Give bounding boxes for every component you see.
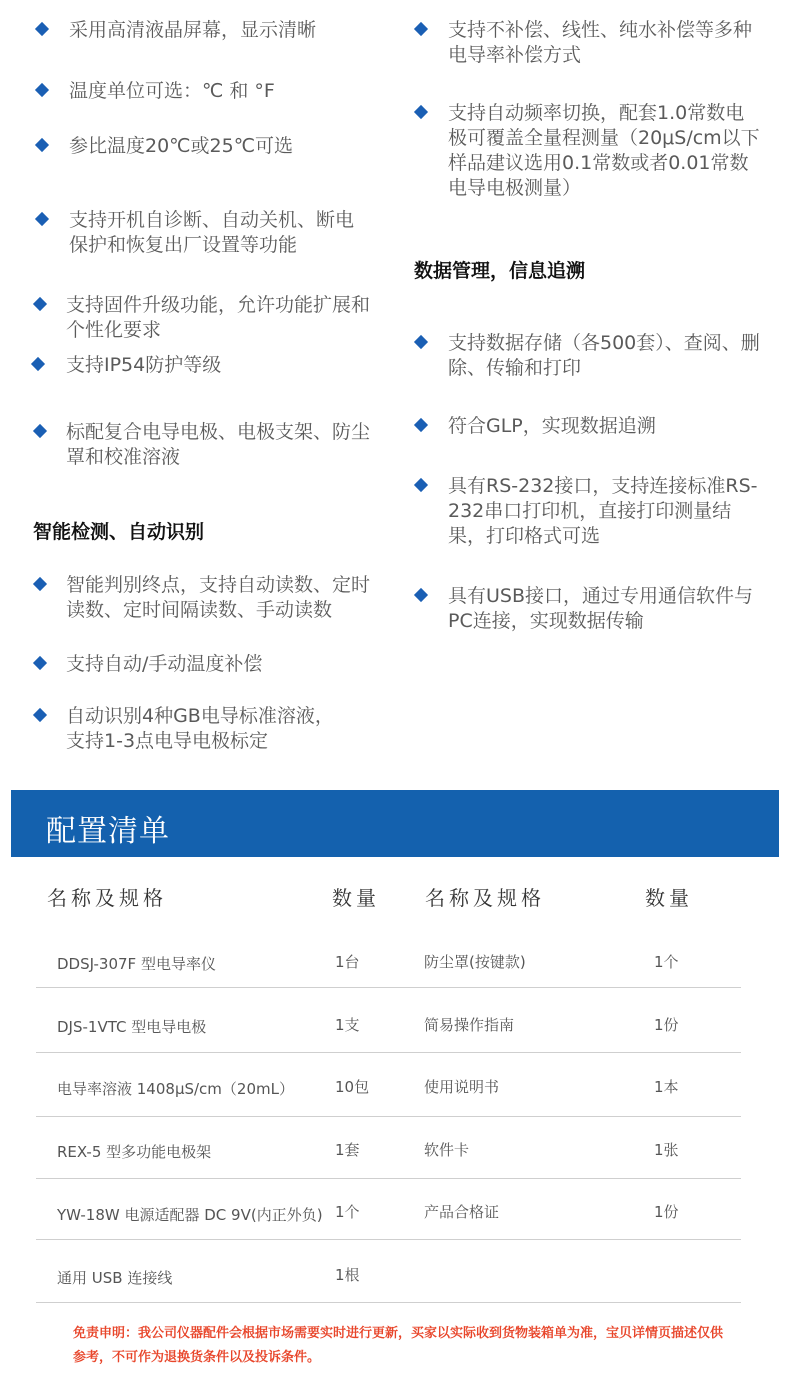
item-name: 产品合格证 — [424, 1203, 500, 1221]
diamond-bullet-icon — [31, 357, 45, 371]
item-qty: 1本 — [654, 1078, 679, 1096]
diamond-bullet-icon — [414, 335, 428, 349]
feature-item — [413, 101, 763, 201]
item-qty: 1个 — [335, 1203, 360, 1221]
col-header-name-right: 名称及规格 — [425, 886, 545, 910]
col-header-qty-left: 数量 — [332, 886, 380, 910]
feature-item — [32, 293, 370, 343]
feature-text: 具有RS-232接口，支持连接标准RS-232串口打印机，直接打印测量结果，打印格式可选 — [448, 475, 758, 547]
diamond-bullet-icon — [33, 424, 47, 438]
item-qty: 1根 — [335, 1266, 360, 1284]
feature-item — [32, 704, 352, 754]
section-title-smart: 智能检测、自动识别 — [33, 521, 205, 543]
row-divider — [36, 1052, 741, 1053]
feature-item — [32, 652, 370, 677]
row-divider — [36, 1302, 741, 1303]
item-name: 电导率溶液 1408μS/cm（20mL） — [57, 1080, 294, 1098]
feature-item — [34, 134, 354, 159]
item-name: 防尘罩(按键款) — [424, 953, 526, 971]
row-divider — [36, 1116, 741, 1117]
feature-item — [34, 18, 354, 43]
diamond-bullet-icon — [33, 656, 47, 670]
item-name: REX-5 型多功能电极架 — [57, 1143, 212, 1161]
feature-item — [413, 414, 763, 439]
feature-text: 具有USB接口，通过专用通信软件与PC连接，实现数据传输 — [448, 585, 754, 632]
feature-text: 标配复合电导电极、电极支架、防尘罩和校准溶液 — [66, 421, 371, 468]
feature-item — [30, 353, 350, 378]
col-header-name-left: 名称及规格 — [47, 886, 167, 910]
diamond-bullet-icon — [414, 22, 428, 36]
diamond-bullet-icon — [414, 588, 428, 602]
feature-item — [413, 584, 771, 634]
row-divider — [36, 1178, 741, 1179]
diamond-bullet-icon — [414, 105, 428, 119]
item-name: YW-18W 电源适配器 DC 9V(内正外负) — [57, 1206, 323, 1224]
col-header-qty-right: 数量 — [645, 886, 693, 910]
item-qty: 1台 — [335, 953, 360, 971]
feature-item — [34, 208, 362, 258]
diamond-bullet-icon — [33, 708, 47, 722]
diamond-bullet-icon — [414, 478, 428, 492]
item-qty: 1份 — [654, 1203, 679, 1221]
feature-item — [413, 18, 758, 68]
item-name: DJS-1VTC 型电导电极 — [57, 1018, 207, 1036]
diamond-bullet-icon — [35, 212, 49, 226]
item-qty: 1份 — [654, 1016, 679, 1034]
row-divider — [36, 1239, 741, 1240]
feature-text: 符合GLP，实现数据追溯 — [448, 415, 656, 437]
feature-item — [32, 420, 370, 470]
item-qty: 10包 — [335, 1078, 370, 1096]
item-qty: 1个 — [654, 953, 679, 971]
feature-text: 自动识别4种GB电导标准溶液，支持1-3点电导电极标定 — [66, 705, 334, 752]
feature-text: 支持开机自诊断、自动关机、断电保护和恢复出厂设置等功能 — [69, 209, 355, 256]
item-qty: 1张 — [654, 1141, 679, 1159]
feature-item — [32, 573, 370, 623]
feature-text: 支持自动频率切换，配套1.0常数电极可覆盖全量程测量（20μS/cm以下样品建议选用0.1常数或者0.01常数电导电极测量） — [448, 102, 760, 199]
item-qty: 1套 — [335, 1141, 360, 1159]
config-banner — [11, 790, 779, 857]
item-qty: 1支 — [335, 1016, 360, 1034]
row-divider — [36, 987, 741, 988]
item-name: 简易操作指南 — [424, 1016, 515, 1034]
disclaimer-text: 免责申明：我公司仪器配件会根据市场需要实时进行更新，买家以实际收到货物装箱单为准，宝贝详情页描述仅供参考，不可作为退换货条件以及投诉条件。 — [73, 1326, 724, 1365]
feature-text: 支持数据存储（各500套）、查阅、删除、传输和打印 — [448, 332, 760, 379]
diamond-bullet-icon — [33, 297, 47, 311]
item-name: DDSJ-307F 型电导率仪 — [57, 955, 216, 973]
diamond-bullet-icon — [35, 138, 49, 152]
feature-text: 智能判别终点，支持自动读数、定时读数、定时间隔读数、手动读数 — [66, 574, 371, 621]
item-name: 使用说明书 — [424, 1078, 500, 1096]
diamond-bullet-icon — [35, 83, 49, 97]
item-name: 通用 USB 连接线 — [57, 1269, 173, 1287]
feature-text: 支持不补偿、线性、纯水补偿等多种电导率补偿方式 — [448, 19, 753, 66]
section-title-data: 数据管理，信息追溯 — [414, 260, 586, 282]
feature-text: 参比温度20℃或25℃可选 — [69, 135, 294, 157]
feature-text: 支持固件升级功能，允许功能扩展和个性化要求 — [66, 294, 371, 341]
diamond-bullet-icon — [35, 22, 49, 36]
feature-text: 采用高清液晶屏幕，显示清晰 — [69, 19, 317, 41]
item-name: 软件卡 — [424, 1141, 470, 1159]
diamond-bullet-icon — [33, 577, 47, 591]
feature-text: 温度单位可选：℃ 和 °F — [69, 80, 275, 102]
feature-item — [413, 331, 763, 381]
config-title: 配置清单 — [46, 814, 170, 849]
feature-item — [413, 474, 763, 549]
feature-item — [34, 79, 354, 104]
feature-text: 支持IP54防护等级 — [66, 354, 222, 376]
feature-text: 支持自动/手动温度补偿 — [66, 653, 263, 675]
diamond-bullet-icon — [414, 418, 428, 432]
